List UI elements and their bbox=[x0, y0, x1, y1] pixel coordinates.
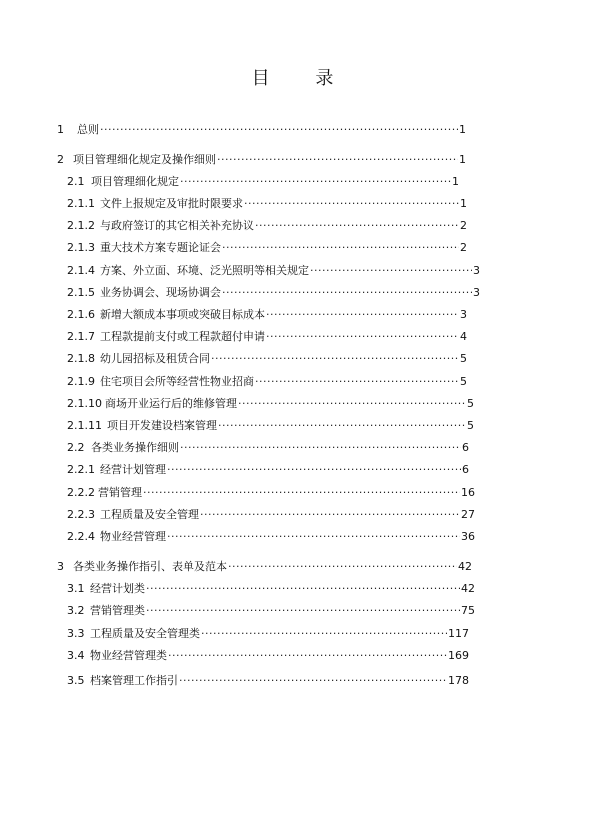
toc-entry-page: 42 bbox=[458, 560, 472, 573]
toc-leader-dots bbox=[168, 648, 447, 664]
toc-entry-title: 业务协调会、现场协调会 bbox=[100, 286, 221, 299]
toc-leader-dots bbox=[179, 673, 447, 689]
toc-leader-dots bbox=[255, 374, 459, 390]
toc-entry-number: 2.1.11 bbox=[67, 419, 102, 432]
toc-entry-page: 36 bbox=[461, 530, 475, 543]
toc-entry-number: 2.1.1 bbox=[67, 197, 95, 210]
toc-entry-number: 2.1.6 bbox=[67, 308, 95, 321]
toc-entry-number: 2.1.7 bbox=[67, 330, 95, 343]
toc-entry-title: 营销管理 bbox=[98, 486, 142, 499]
toc-entry[interactable] bbox=[67, 648, 469, 664]
toc-entry[interactable] bbox=[67, 351, 467, 367]
toc-entry-title: 商场开业运行后的维修管理 bbox=[105, 397, 237, 410]
toc-entry-number: 2.2.1 bbox=[67, 463, 95, 476]
toc-leader-dots bbox=[211, 351, 459, 367]
toc-entry-number: 3.1 bbox=[67, 582, 85, 595]
toc-entry-number: 1 bbox=[57, 123, 64, 136]
toc-leader-dots bbox=[310, 263, 472, 279]
toc-entry-title: 文件上报规定及审批时限要求 bbox=[100, 197, 243, 210]
toc-entry-number: 3.5 bbox=[67, 674, 85, 687]
toc-entry[interactable] bbox=[57, 559, 472, 575]
toc-entry-title: 营销管理类 bbox=[90, 604, 145, 617]
toc-entry-number: 2.2.2 bbox=[67, 486, 95, 499]
toc-entry-title: 各类业务操作指引、表单及范本 bbox=[73, 560, 227, 573]
toc-entry-title: 与政府签订的其它相关补充协议 bbox=[100, 219, 254, 232]
toc-leader-dots bbox=[217, 152, 458, 168]
toc-leader-dots bbox=[201, 626, 447, 642]
toc-entry[interactable] bbox=[67, 418, 474, 434]
toc-entry[interactable] bbox=[67, 603, 475, 619]
toc-entry[interactable] bbox=[67, 462, 469, 478]
toc-leader-dots bbox=[100, 122, 458, 138]
toc-entry-page: 3 bbox=[473, 286, 480, 299]
toc-entry[interactable] bbox=[67, 529, 475, 545]
toc-leader-dots bbox=[200, 507, 460, 523]
toc-entry[interactable] bbox=[67, 196, 467, 212]
toc-entry-number: 2.1.10 bbox=[67, 397, 102, 410]
toc-entry-page: 6 bbox=[462, 441, 469, 454]
toc-entry[interactable] bbox=[67, 485, 475, 501]
toc-entry-number: 3.2 bbox=[67, 604, 85, 617]
toc-entry-page: 178 bbox=[448, 674, 469, 687]
toc-leader-dots bbox=[180, 174, 451, 190]
toc-entry-page: 6 bbox=[462, 463, 469, 476]
toc-leader-dots bbox=[266, 329, 459, 345]
toc-entry-title: 经营计划管理 bbox=[100, 463, 166, 476]
toc-entry-title: 档案管理工作指引 bbox=[90, 674, 178, 687]
toc-leader-dots bbox=[244, 196, 459, 212]
toc-entry-title: 新增大额成本事项或突破目标成本 bbox=[100, 308, 265, 321]
toc-entry-number: 3 bbox=[57, 560, 64, 573]
toc-leader-dots bbox=[222, 240, 459, 256]
toc-entry-page: 4 bbox=[460, 330, 467, 343]
toc-entry-number: 3.3 bbox=[67, 627, 85, 640]
toc-entry-number: 3.4 bbox=[67, 649, 85, 662]
toc-entry-title: 方案、外立面、环境、泛光照明等相关规定 bbox=[100, 264, 309, 277]
toc-entry-title: 项目开发建设档案管理 bbox=[107, 419, 217, 432]
toc-entry-page: 1 bbox=[459, 153, 466, 166]
toc-entry-number: 2.2 bbox=[67, 441, 85, 454]
toc-leader-dots bbox=[228, 559, 457, 575]
toc-entry[interactable] bbox=[67, 240, 467, 256]
toc-entry[interactable] bbox=[67, 285, 480, 301]
toc-entry[interactable] bbox=[67, 396, 474, 412]
toc-entry-number: 2.1.9 bbox=[67, 375, 95, 388]
toc-entry-title: 各类业务操作细则 bbox=[91, 441, 179, 454]
toc-entry-page: 5 bbox=[467, 397, 474, 410]
toc-entry[interactable] bbox=[67, 174, 459, 190]
toc-leader-dots bbox=[167, 529, 460, 545]
toc-entry[interactable] bbox=[57, 122, 466, 138]
toc-entry-title: 物业经营管理类 bbox=[90, 649, 167, 662]
toc-entry-number: 2.2.4 bbox=[67, 530, 95, 543]
toc-entry-page: 16 bbox=[461, 486, 475, 499]
toc-entry-number: 2 bbox=[57, 153, 64, 166]
toc-entry-number: 2.1.4 bbox=[67, 264, 95, 277]
toc-entry-page: 5 bbox=[460, 352, 467, 365]
toc-leader-dots bbox=[238, 396, 466, 412]
toc-entry-page: 3 bbox=[473, 264, 480, 277]
toc-entry[interactable] bbox=[67, 440, 469, 456]
toc-entry-page: 1 bbox=[460, 197, 467, 210]
toc-leader-dots bbox=[143, 485, 460, 501]
toc-entry-title: 总则 bbox=[77, 123, 99, 136]
toc-entry[interactable] bbox=[57, 152, 466, 168]
toc-entry-number: 2.1.2 bbox=[67, 219, 95, 232]
toc-entry-title: 工程款提前支付或工程款超付申请 bbox=[100, 330, 265, 343]
toc-entry-page: 1 bbox=[459, 123, 466, 136]
toc-entry[interactable] bbox=[67, 581, 475, 597]
toc-entry-page: 75 bbox=[461, 604, 475, 617]
toc-leader-dots bbox=[266, 307, 459, 323]
toc-leader-dots bbox=[218, 418, 466, 434]
toc-leader-dots bbox=[222, 285, 472, 301]
toc-entry-title: 重大技术方案专题论证会 bbox=[100, 241, 221, 254]
toc-entry-title: 幼儿园招标及租赁合同 bbox=[100, 352, 210, 365]
toc-entry-page: 5 bbox=[460, 375, 467, 388]
toc-entry[interactable] bbox=[67, 374, 467, 390]
toc-entry-page: 2 bbox=[460, 241, 467, 254]
toc-title: 目 录 bbox=[251, 68, 354, 89]
toc-leader-dots bbox=[146, 603, 460, 619]
toc-entry-page: 1 bbox=[452, 175, 459, 188]
toc-entry-title: 工程质量及安全管理 bbox=[100, 508, 199, 521]
toc-leader-dots bbox=[180, 440, 461, 456]
toc-entry[interactable] bbox=[67, 507, 475, 523]
toc-entry-number: 2.2.3 bbox=[67, 508, 95, 521]
toc-leader-dots bbox=[255, 218, 459, 234]
toc-entry[interactable] bbox=[67, 626, 469, 642]
toc-entry-title: 工程质量及安全管理类 bbox=[90, 627, 200, 640]
toc-entry-page: 5 bbox=[467, 419, 474, 432]
toc-entry-title: 项目管理细化规定及操作细则 bbox=[73, 153, 216, 166]
toc-entry-page: 117 bbox=[448, 627, 469, 640]
toc-entry-number: 2.1.8 bbox=[67, 352, 95, 365]
toc-entry-title: 项目管理细化规定 bbox=[91, 175, 179, 188]
toc-entry-title: 住宅项目会所等经营性物业招商 bbox=[100, 375, 254, 388]
toc-entry[interactable] bbox=[67, 263, 480, 279]
toc-leader-dots bbox=[167, 462, 461, 478]
toc-entry-page: 2 bbox=[460, 219, 467, 232]
toc-entry-number: 2.1 bbox=[67, 175, 85, 188]
toc-entry[interactable] bbox=[67, 673, 469, 689]
toc-leader-dots bbox=[146, 581, 460, 597]
toc-entry[interactable] bbox=[67, 307, 467, 323]
toc-entry[interactable] bbox=[67, 218, 467, 234]
toc-entry-number: 2.1.5 bbox=[67, 286, 95, 299]
toc-entry-number: 2.1.3 bbox=[67, 241, 95, 254]
toc-entry-title: 经营计划类 bbox=[90, 582, 145, 595]
toc-entry-page: 27 bbox=[461, 508, 475, 521]
toc-entry-page: 42 bbox=[461, 582, 475, 595]
toc-entry-page: 3 bbox=[460, 308, 467, 321]
toc-entry[interactable] bbox=[67, 329, 467, 345]
toc-entry-page: 169 bbox=[448, 649, 469, 662]
toc-entry-title: 物业经营管理 bbox=[100, 530, 166, 543]
